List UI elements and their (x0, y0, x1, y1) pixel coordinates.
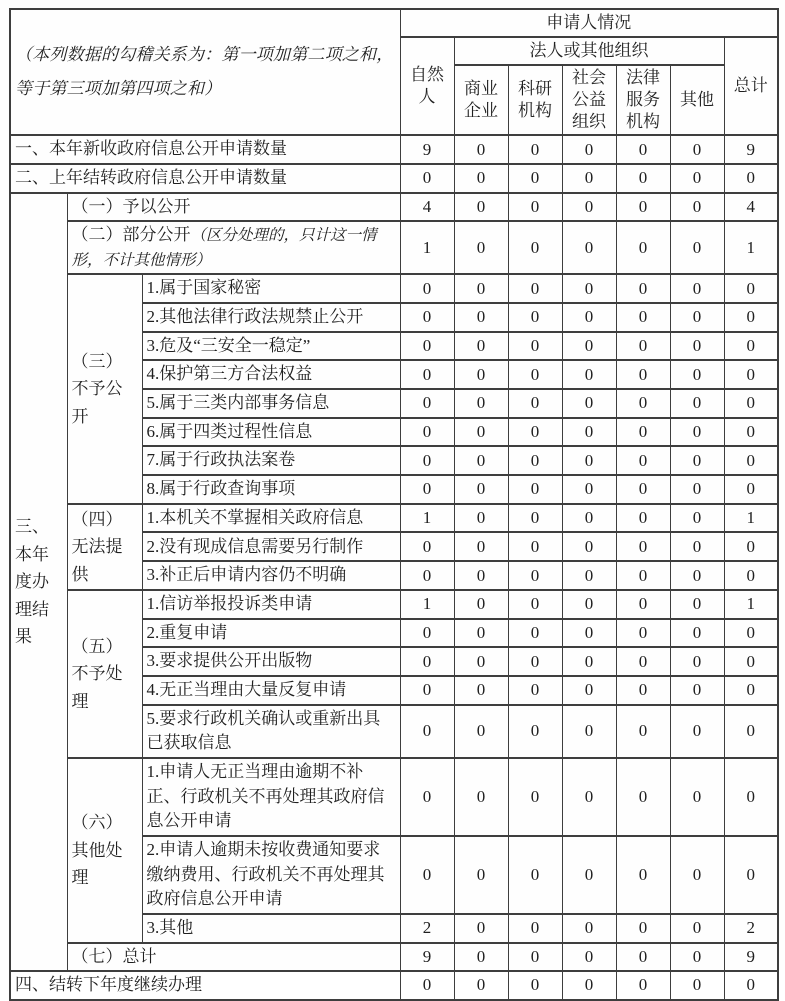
header-org-type-research: 科研机构 (508, 65, 562, 135)
value-cell: 0 (454, 332, 508, 361)
value-cell: 9 (724, 943, 778, 972)
value-cell: 0 (616, 274, 670, 303)
header-org-type-public-welfare: 社会公益组织 (562, 65, 616, 135)
value-cell: 0 (454, 274, 508, 303)
value-cell: 0 (454, 446, 508, 475)
value-cell: 0 (562, 274, 616, 303)
value-cell: 0 (670, 561, 724, 590)
value-cell: 4 (400, 193, 454, 222)
row-label: 8.属于行政查询事项 (142, 475, 400, 504)
value-cell: 0 (454, 135, 508, 164)
value-cell: 0 (400, 647, 454, 676)
value-cell: 0 (670, 135, 724, 164)
row-label: 4.保护第三方合法权益 (142, 360, 400, 389)
value-cell: 0 (670, 590, 724, 619)
value-cell: 0 (562, 389, 616, 418)
value-cell: 0 (670, 914, 724, 943)
value-cell: 0 (454, 418, 508, 447)
value-cell: 0 (562, 332, 616, 361)
value-cell: 0 (724, 446, 778, 475)
row-carried-to-next-year (10, 971, 778, 1000)
value-cell: 0 (454, 389, 508, 418)
value-cell: 0 (454, 221, 508, 274)
value-cell: 0 (508, 647, 562, 676)
value-cell: 0 (454, 943, 508, 972)
value-cell: 0 (670, 532, 724, 561)
value-cell: 0 (454, 164, 508, 193)
value-cell: 0 (724, 561, 778, 590)
row-label: 1.信访举报投诉类申请 (142, 590, 400, 619)
value-cell: 0 (562, 475, 616, 504)
value-cell: 0 (508, 193, 562, 222)
value-cell: 0 (724, 164, 778, 193)
value-cell: 0 (508, 221, 562, 274)
row-label: （一）予以公开 (67, 193, 400, 222)
row-label: 5.属于三类内部事务信息 (142, 389, 400, 418)
value-cell: 1 (400, 590, 454, 619)
header-org-type-commercial: 商业企业 (454, 65, 508, 135)
row-label: 一、本年新收政府信息公开申请数量 (10, 135, 400, 164)
value-cell: 0 (670, 647, 724, 676)
value-cell: 0 (670, 943, 724, 972)
value-cell: 0 (400, 758, 454, 836)
header-applicant-situation: 申请人情况 (400, 9, 778, 37)
value-cell: 0 (562, 504, 616, 533)
row-label: 6.属于四类过程性信息 (142, 418, 400, 447)
value-cell: 0 (670, 332, 724, 361)
value-cell: 0 (508, 164, 562, 193)
value-cell: 0 (454, 676, 508, 705)
value-cell: 0 (562, 418, 616, 447)
value-cell: 0 (616, 561, 670, 590)
value-cell: 0 (724, 647, 778, 676)
value-cell: 0 (724, 303, 778, 332)
value-cell: 0 (400, 836, 454, 914)
row-carried-from-last-year (10, 164, 778, 193)
value-cell: 0 (724, 274, 778, 303)
value-cell: 0 (616, 303, 670, 332)
value-cell: 0 (454, 647, 508, 676)
value-cell: 0 (508, 561, 562, 590)
value-cell: 0 (562, 193, 616, 222)
value-cell: 0 (508, 389, 562, 418)
application-handling-table (9, 8, 779, 1001)
value-cell: 0 (400, 418, 454, 447)
value-cell: 0 (616, 705, 670, 758)
value-cell: 0 (616, 532, 670, 561)
value-cell: 0 (724, 475, 778, 504)
value-cell: 0 (508, 619, 562, 648)
value-cell: 0 (616, 446, 670, 475)
value-cell: 0 (400, 332, 454, 361)
value-cell: 0 (724, 705, 778, 758)
row-partial (10, 221, 778, 274)
value-cell: 0 (724, 332, 778, 361)
value-cell: 0 (724, 676, 778, 705)
row-label: 四、结转下年度继续办理 (10, 971, 400, 1000)
value-cell: 0 (508, 418, 562, 447)
value-cell: 0 (616, 914, 670, 943)
row-refused-item (10, 274, 778, 303)
value-cell: 0 (400, 303, 454, 332)
value-cell: 0 (616, 475, 670, 504)
value-cell: 0 (454, 193, 508, 222)
value-cell: 0 (562, 446, 616, 475)
value-cell: 0 (616, 590, 670, 619)
value-cell: 0 (616, 164, 670, 193)
value-cell: 0 (508, 135, 562, 164)
value-cell: 0 (670, 193, 724, 222)
value-cell: 0 (616, 418, 670, 447)
value-cell: 0 (670, 274, 724, 303)
row-label: 2.其他法律行政法规禁止公开 (142, 303, 400, 332)
header-natural-person: 自然人 (400, 37, 454, 135)
header-org-type-legal-service: 法律服务机构 (616, 65, 670, 135)
value-cell: 0 (508, 943, 562, 972)
value-cell: 2 (400, 914, 454, 943)
value-cell: 0 (616, 971, 670, 1000)
value-cell: 0 (454, 971, 508, 1000)
value-cell: 0 (616, 758, 670, 836)
value-cell: 0 (508, 360, 562, 389)
value-cell: 0 (400, 446, 454, 475)
value-cell: 0 (454, 619, 508, 648)
value-cell: 0 (400, 389, 454, 418)
value-cell: 0 (616, 676, 670, 705)
value-cell: 9 (400, 943, 454, 972)
group-refused-label: （三）不予公开 (67, 274, 142, 503)
row-subtotal (10, 943, 778, 972)
row-label: 1.申请人无正当理由逾期不补正、行政机关不再处理其政府信息公开申请 (142, 758, 400, 836)
row-new-requests (10, 135, 778, 164)
value-cell: 0 (724, 758, 778, 836)
value-cell: 0 (400, 164, 454, 193)
group-other-handling-label: （六）其他处理 (67, 758, 142, 942)
value-cell: 0 (724, 418, 778, 447)
section-results-label: 三、本年度办理结果 (10, 193, 67, 972)
value-cell: 0 (616, 193, 670, 222)
row-label-cell (67, 221, 400, 274)
row-not-processed-item (10, 590, 778, 619)
row-label: 3.危及“三安全一稳定” (142, 332, 400, 361)
value-cell: 0 (562, 914, 616, 943)
value-cell: 0 (508, 676, 562, 705)
row-label: 2.重复申请 (142, 619, 400, 648)
value-cell: 0 (454, 705, 508, 758)
value-cell: 1 (400, 504, 454, 533)
value-cell: 0 (724, 532, 778, 561)
value-cell: 0 (454, 561, 508, 590)
value-cell: 0 (508, 532, 562, 561)
value-cell: 0 (562, 836, 616, 914)
value-cell: 0 (400, 619, 454, 648)
value-cell: 0 (616, 504, 670, 533)
value-cell: 0 (562, 135, 616, 164)
value-cell: 0 (724, 389, 778, 418)
group-unable-label: （四）无法提供 (67, 504, 142, 591)
row-label: 二、上年结转政府信息公开申请数量 (10, 164, 400, 193)
value-cell: 0 (670, 619, 724, 648)
value-cell: 0 (454, 836, 508, 914)
value-cell: 0 (508, 475, 562, 504)
value-cell: 0 (670, 418, 724, 447)
group-not-processed-label: （五）不予处理 (67, 590, 142, 758)
row-granted (10, 193, 778, 222)
value-cell: 0 (508, 274, 562, 303)
value-cell: 1 (400, 221, 454, 274)
value-cell: 0 (562, 303, 616, 332)
value-cell: 0 (562, 221, 616, 274)
value-cell: 0 (508, 504, 562, 533)
value-cell: 0 (400, 532, 454, 561)
row-label: 3.要求提供公开出版物 (142, 647, 400, 676)
row-label: 2.没有现成信息需要另行制作 (142, 532, 400, 561)
value-cell: 0 (562, 758, 616, 836)
value-cell: 0 (670, 221, 724, 274)
value-cell: 0 (454, 475, 508, 504)
value-cell: 0 (670, 475, 724, 504)
row-unable-item (10, 504, 778, 533)
value-cell: 0 (454, 758, 508, 836)
row-label: 7.属于行政执法案卷 (142, 446, 400, 475)
value-cell: 1 (724, 590, 778, 619)
value-cell: 0 (454, 360, 508, 389)
value-cell: 1 (724, 504, 778, 533)
value-cell: 4 (724, 193, 778, 222)
value-cell: 1 (724, 221, 778, 274)
value-cell: 0 (508, 332, 562, 361)
value-cell: 0 (562, 164, 616, 193)
value-cell: 0 (562, 705, 616, 758)
value-cell: 0 (400, 561, 454, 590)
value-cell: 0 (400, 475, 454, 504)
value-cell: 0 (508, 971, 562, 1000)
value-cell: 0 (454, 504, 508, 533)
row-label: 5.要求行政机关确认或重新出具已获取信息 (142, 705, 400, 758)
value-cell: 0 (616, 332, 670, 361)
value-cell: 0 (616, 836, 670, 914)
value-cell: 0 (562, 619, 616, 648)
value-cell: 0 (670, 676, 724, 705)
value-cell: 0 (670, 504, 724, 533)
row-label: （二）部分公开 (71, 225, 191, 245)
value-cell: 0 (400, 705, 454, 758)
value-cell: 0 (454, 914, 508, 943)
value-cell: 0 (562, 676, 616, 705)
value-cell: 0 (670, 446, 724, 475)
value-cell: 0 (562, 943, 616, 972)
value-cell: 0 (616, 619, 670, 648)
reconciliation-note-cell: （本列数据的勾稽关系为：第一项加第二项之和，等于第三项加第四项之和） (10, 9, 400, 135)
value-cell: 0 (508, 705, 562, 758)
row-label: 3.补正后申请内容仍不明确 (142, 561, 400, 590)
value-cell: 0 (562, 360, 616, 389)
value-cell: 0 (616, 135, 670, 164)
value-cell: 0 (454, 303, 508, 332)
row-other-handling-item (10, 758, 778, 836)
header-total: 总计 (724, 37, 778, 135)
row-label: 1.属于国家秘密 (142, 274, 400, 303)
value-cell: 0 (400, 676, 454, 705)
header-row-1 (10, 9, 778, 37)
value-cell: 0 (562, 647, 616, 676)
value-cell: 0 (670, 360, 724, 389)
row-label: （七）总计 (67, 943, 400, 972)
value-cell: 0 (562, 971, 616, 1000)
value-cell: 9 (724, 135, 778, 164)
header-org-type-other: 其他 (670, 65, 724, 135)
value-cell: 0 (562, 561, 616, 590)
row-label-note: （区分处理的，只计这一情形，不计其他情形） (71, 227, 377, 269)
header-legal-or-other-org: 法人或其他组织 (454, 37, 724, 65)
value-cell: 0 (724, 836, 778, 914)
row-label: 2.申请人逾期未按收费通知要求缴纳费用、行政机关不再处理其政府信息公开申请 (142, 836, 400, 914)
value-cell: 0 (724, 971, 778, 1000)
value-cell: 0 (508, 303, 562, 332)
row-label: 3.其他 (142, 914, 400, 943)
value-cell: 0 (616, 221, 670, 274)
value-cell: 0 (616, 389, 670, 418)
value-cell: 0 (670, 164, 724, 193)
value-cell: 0 (670, 758, 724, 836)
value-cell: 0 (508, 758, 562, 836)
value-cell: 0 (400, 971, 454, 1000)
row-label: 1.本机关不掌握相关政府信息 (142, 504, 400, 533)
value-cell: 0 (616, 647, 670, 676)
value-cell: 0 (508, 446, 562, 475)
value-cell: 0 (400, 360, 454, 389)
value-cell: 0 (670, 836, 724, 914)
value-cell: 0 (562, 590, 616, 619)
value-cell: 0 (562, 532, 616, 561)
value-cell: 2 (724, 914, 778, 943)
value-cell: 0 (670, 389, 724, 418)
value-cell: 0 (616, 360, 670, 389)
value-cell: 9 (400, 135, 454, 164)
row-label: 4.无正当理由大量反复申请 (142, 676, 400, 705)
value-cell: 0 (454, 532, 508, 561)
value-cell: 0 (670, 303, 724, 332)
value-cell: 0 (508, 914, 562, 943)
value-cell: 0 (400, 274, 454, 303)
value-cell: 0 (724, 619, 778, 648)
value-cell: 0 (508, 590, 562, 619)
value-cell: 0 (454, 590, 508, 619)
value-cell: 0 (508, 836, 562, 914)
value-cell: 0 (670, 971, 724, 1000)
value-cell: 0 (616, 943, 670, 972)
value-cell: 0 (724, 360, 778, 389)
value-cell: 0 (670, 705, 724, 758)
